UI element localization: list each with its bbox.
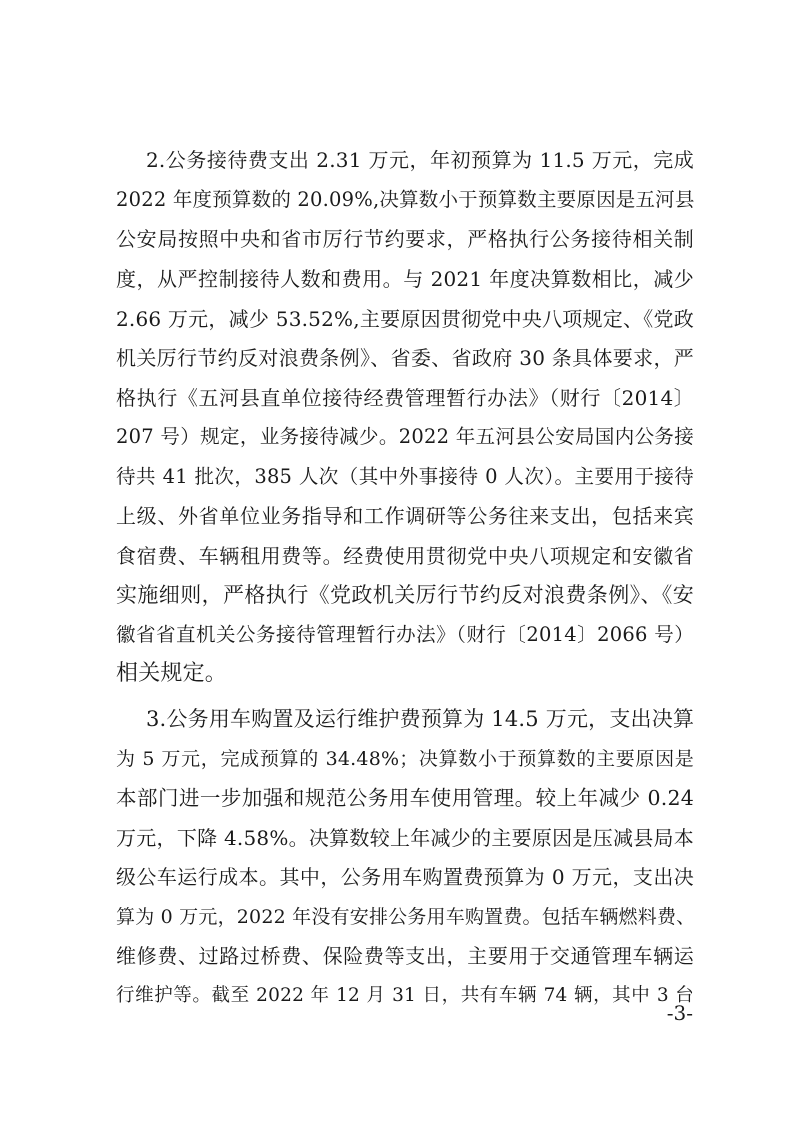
- paragraph-2-line-6: 算为 0 万元，2022 年没有安排公务用车购置费。包括车辆燃料费、: [116, 906, 696, 928]
- paragraph-2-line-1: 3.公务用车购置及运行维护费预算为 14.5 万元，支出决算: [146, 707, 695, 731]
- paragraph-2-line-7: 维修费、过路过桥费、保险费等支出，主要用于交通管理车辆运: [116, 944, 694, 968]
- paragraph-1-line-11: 食宿费、车辆租用费等。经费使用贯彻党中央八项规定和安徽省: [116, 544, 694, 568]
- paragraph-1-line-9: 待共 41 批次，385 人次（其中外事接待 0 人次）。主要用于接待: [116, 465, 694, 488]
- paragraph-1-line-14: 相关规定。: [116, 661, 228, 686]
- page-number: -3-: [666, 1001, 693, 1025]
- paragraph-1-line-2: 2022 年度预算数的 20.09%,决算数小于预算数主要原因是五河县: [116, 188, 695, 211]
- paragraph-1-line-4: 度，从严控制接待人数和费用。与 2021 年度决算数相比，减少: [116, 267, 694, 291]
- paragraph-1-line-7: 格执行《五河县直单位接待经费管理暂行办法》（财行〔2014〕: [116, 386, 694, 410]
- paragraph-1-line-13: 徽省省直机关公务接待管理暂行办法》（财行〔2014〕2066 号）: [116, 623, 694, 646]
- paragraph-2-line-8: 行维护等。截至 2022 年 12 月 31 日，共有车辆 74 辆，其中 3 台: [116, 985, 694, 1006]
- paragraph-1-line-8: 207 号）规定，业务接待减少。2022 年五河县公安局国内公务接: [116, 425, 694, 448]
- paragraph-2-line-4: 万元，下降 4.58%。决算数较上年减少的主要原因是压减县局本: [116, 826, 694, 850]
- paragraph-1-line-1: 2.公务接待费支出 2.31 万元，年初预算为 11.5 万元，完成: [146, 148, 694, 172]
- paragraph-1-line-10: 上级、外省单位业务指导和工作调研等公务往来支出，包括来宾: [116, 504, 694, 528]
- paragraph-1-line-6: 机关厉行节约反对浪费条例》、省委、省政府 30 条具体要求，严: [116, 346, 694, 370]
- paragraph-1-line-3: 公安局按照中央和省市厉行节约要求，严格执行公务接待相关制: [116, 227, 694, 251]
- paragraph-2-line-5: 级公车运行成本。其中，公务用车购置费预算为 0 万元，支出决: [116, 865, 694, 889]
- paragraph-2-line-3: 本部门进一步加强和规范公务用车使用管理。较上年减少 0.24: [116, 786, 694, 810]
- paragraph-2-line-2: 为 5 万元，完成预算的 34.48%；决算数小于预算数的主要原因是: [116, 748, 694, 770]
- paragraph-1-line-12: 实施细则，严格执行《党政机关厉行节约反对浪费条例》、《安: [116, 583, 694, 607]
- paragraph-1-line-5: 2.66 万元，减少 53.52%,主要原因贯彻党中央八项规定、《党政: [116, 307, 694, 331]
